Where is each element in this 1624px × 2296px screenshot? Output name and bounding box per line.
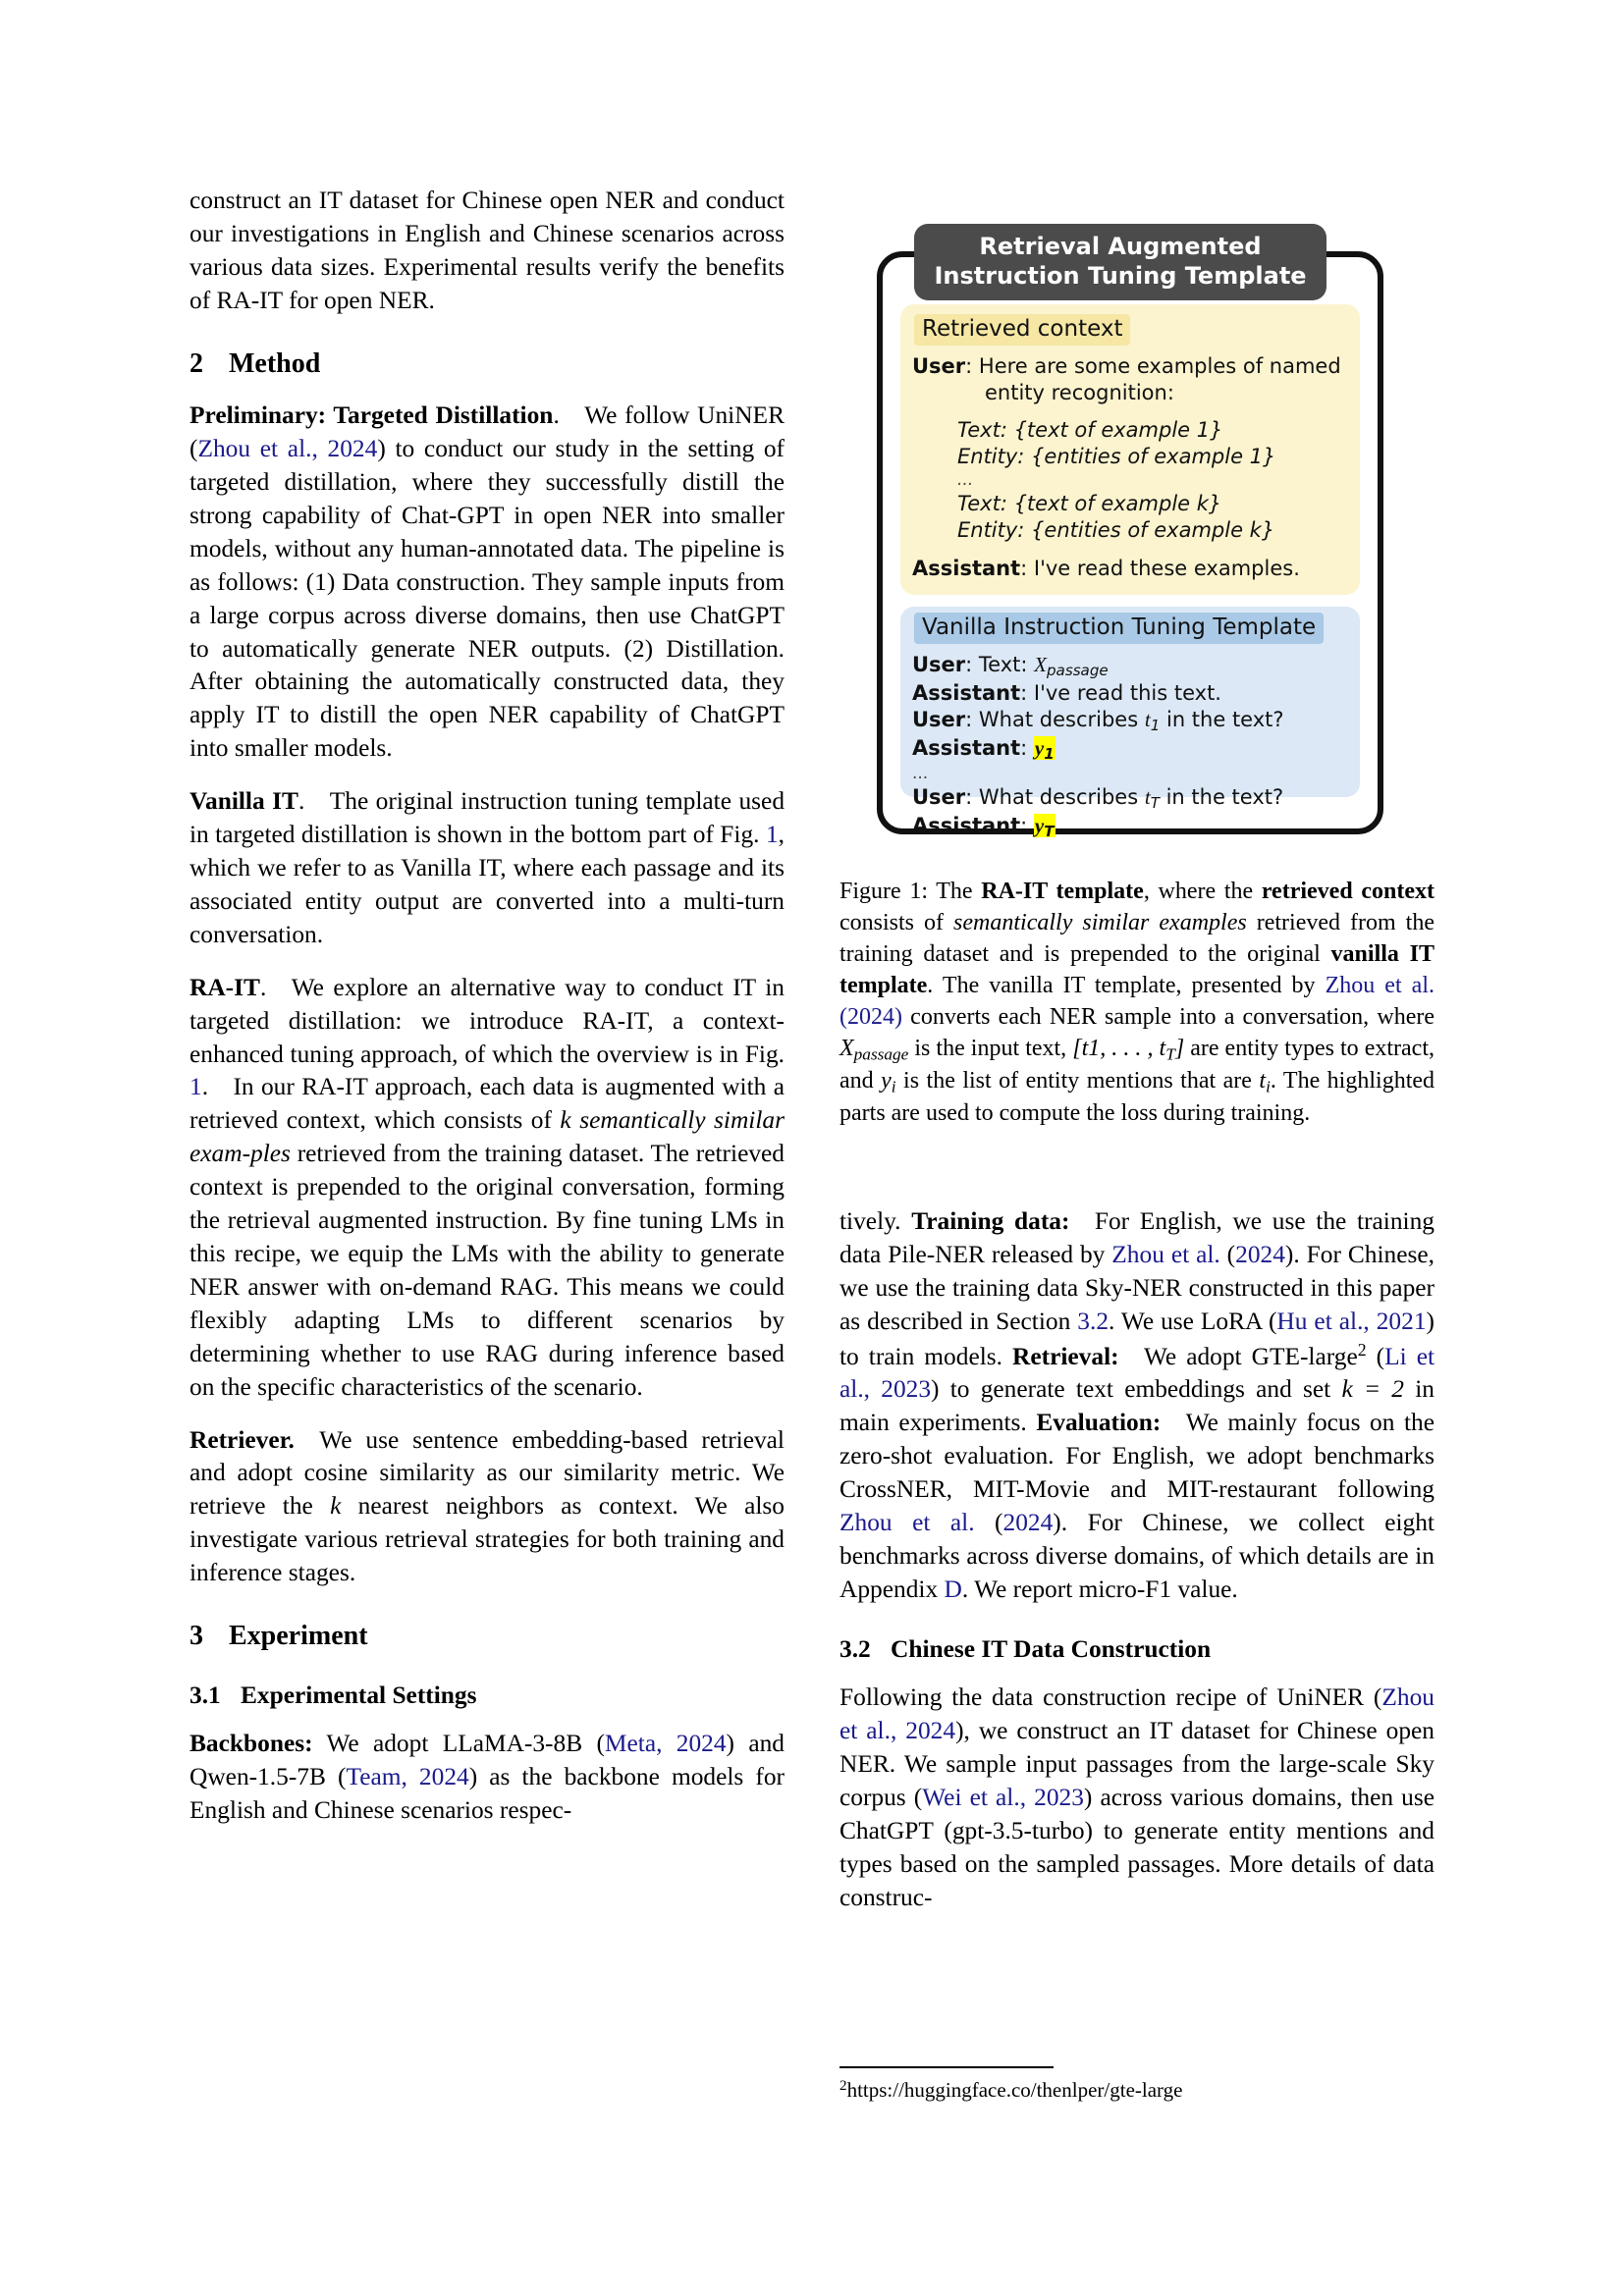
paragraph-lead-training-data: Training data: xyxy=(911,1207,1070,1235)
backbones-text-b: ) and Qwen-1.5-7B ( xyxy=(189,1730,785,1791)
citation-year-2024-b[interactable]: 2024 xyxy=(1002,1509,1054,1537)
caption-math-tlist: [t1, . . . , t xyxy=(1072,1035,1166,1061)
vanilla-it-panel xyxy=(900,607,1360,840)
math-t-sub: 1 xyxy=(1150,716,1161,734)
math-t: t xyxy=(1144,785,1151,810)
caption-bold-vanilla: vanilla IT template xyxy=(839,940,1435,998)
left-column xyxy=(189,185,785,1847)
preliminary-text-b: ) to conduct our study in the setting of targeted distillation, where they successfully distill the strong capability of Chat-GPT in open NER into smaller models, without any human-annotated data. The pipeline is as follows: (1) Data construction. They sample inputs from a large corpus across diverse domains, then use ChatGPT to automatically generate NER outputs. (2) Distillation. After obtaining the automatically constructed data, they apply IT to distill the open NER capability of ChatGPT into smaller models. xyxy=(189,435,785,763)
subsection-title: Experimental Settings xyxy=(241,1681,477,1709)
citation-li-2023[interactable]: Li et al., 2023 xyxy=(839,1342,1435,1404)
vanilla-text-a: The original instruction tuning template used in targeted distillation is shown in the bottom part of Fig. xyxy=(189,787,785,849)
training-data-paragraph xyxy=(839,1205,1435,1607)
footnote xyxy=(839,2077,1435,2104)
lead-punct: . xyxy=(259,973,267,1001)
math-k: k xyxy=(560,1106,571,1135)
chinese-construction-paragraph xyxy=(839,1682,1435,1914)
math-y-sub: T xyxy=(1044,823,1055,840)
blue-row-assistant-yT xyxy=(912,813,1348,841)
blue-row-assistant-y1 xyxy=(912,735,1348,764)
blue-row-2-sep: : What describes xyxy=(965,707,1145,731)
training-t8: ) to generate text embeddings and set xyxy=(931,1375,1342,1404)
footnote-number: 2 xyxy=(839,2078,847,2095)
caption-bold-retrieved-context: retrieved context xyxy=(1261,879,1435,904)
ra-it-punct: . xyxy=(201,1073,209,1101)
vanilla-it-badge: Vanilla Instruction Tuning Template xyxy=(914,613,1324,644)
vanilla-text-b: , which we refer to as Vanilla IT, where each passage and its associated entity output are converted into a multi-turn conversation. xyxy=(189,821,785,948)
footnote-divider xyxy=(839,2066,1054,2068)
role-assistant: Assistant xyxy=(912,556,1021,580)
retrieved-context-panel xyxy=(900,304,1360,595)
example-ellipsis: ... xyxy=(957,469,974,490)
ra-it-text-b: In our RA-IT approach, each data is augmented with a retrieved context, which consists of xyxy=(189,1073,785,1135)
paragraph-lead: Retriever. xyxy=(189,1425,295,1454)
math-y: y xyxy=(1034,814,1045,838)
caption-bold-ra-it: RA-IT template xyxy=(981,879,1144,904)
backbones-text-c: ) as the backbone models for English and Chinese scenarios respec- xyxy=(189,1763,785,1824)
yellow-assistant-text: : I've read these examples. xyxy=(1020,556,1300,580)
math-x-sub: passage xyxy=(1046,661,1109,679)
training-t5: ) to train models. xyxy=(839,1307,1435,1370)
blue-row-2-tail: in the text? xyxy=(1160,707,1284,731)
continued-word: tively. xyxy=(839,1207,912,1235)
example-line-text-1: Text: {text of example 1} xyxy=(957,418,1223,443)
training-t13: . We report micro-F1 value. xyxy=(961,1575,1238,1603)
math-k: k xyxy=(330,1492,342,1521)
caption-t5: . The vanilla IT template, presented by xyxy=(927,972,1326,998)
highlighted-answer-yT xyxy=(1034,814,1056,840)
blue-row-user-t1 xyxy=(912,707,1348,735)
training-t11: ( xyxy=(974,1509,1003,1537)
training-t6: We adopt GTE-large xyxy=(1143,1342,1358,1370)
training-t1: For English, we use the training data Pile-NER released by xyxy=(839,1207,1435,1268)
ra-it-text-c: retrieved from the training dataset. The retrieved context is prepended to the original conversation, forming the retrieval augmented instruction. By fine tuning LMs in this recipe, we equip the LMs with the ability to generate NER answer with on-demand RAG. This means we could flexibly adapting LMs to different scenarios by determining whether to use RAG during inference based on the specific characteristics of the scenario. xyxy=(189,1140,785,1401)
chinese-t2: ), we construct an IT dataset for Chinese open NER. We sample input passages from the large-scale Sky corpus ( xyxy=(839,1717,1435,1811)
right-column xyxy=(839,1205,1435,1935)
blue-row-5-tail: in the text? xyxy=(1159,785,1284,810)
yellow-user-line-2 xyxy=(912,380,1348,406)
role-user: User xyxy=(912,354,966,379)
caption-math-y-sub: i xyxy=(891,1077,896,1096)
caption-t3: consists of xyxy=(839,909,954,935)
citation-team-2024[interactable]: Team, 2024 xyxy=(346,1763,469,1791)
ra-it-italic: semantically similar exam-ples xyxy=(189,1106,785,1168)
figure-reference[interactable]: 1 xyxy=(189,1073,202,1101)
example-line-entity-k: Entity: {entities of example k} xyxy=(957,517,1275,542)
caption-t1: The xyxy=(928,879,982,904)
math-k-equals-2: k = 2 xyxy=(1341,1375,1405,1404)
paragraph-lead: Preliminary: Targeted Distillation xyxy=(189,401,554,430)
blue-row-1-sep: : I've read this text. xyxy=(1020,681,1221,706)
figure-caption xyxy=(839,877,1435,1130)
subsection-number: 3.1 xyxy=(189,1681,221,1709)
caption-t6: converts each NER sample into a conversation, where xyxy=(901,1003,1435,1030)
ra-it-paragraph xyxy=(189,972,785,1405)
training-t4: . We use LoRA ( xyxy=(1109,1307,1277,1335)
figure-title-badge xyxy=(914,224,1326,300)
caption-citation-zhou[interactable]: Zhou et al. (2024) xyxy=(839,972,1435,1030)
yellow-user-line-1 xyxy=(912,353,1348,380)
retriever-paragraph xyxy=(189,1424,785,1591)
subsection-title: Chinese IT Data Construction xyxy=(891,1634,1212,1663)
caption-t7: is the input text, xyxy=(908,1035,1073,1061)
footnote-url[interactable]: https://huggingface.co/thenlper/gte-large xyxy=(846,2078,1183,2102)
caption-math-tlist-close: ] xyxy=(1174,1035,1185,1061)
math-y-sub: 1 xyxy=(1044,744,1055,763)
yellow-assistant-line xyxy=(912,556,1348,582)
caption-math-t-sub: i xyxy=(1266,1077,1271,1096)
training-t9: in main experiments. xyxy=(839,1375,1435,1437)
intro-text: construct an IT dataset for Chinese open NER and conduct our investigations in English and Chinese scenarios across various data sizes. Experimental results verify the benefits of RA-IT for open NER. xyxy=(189,187,785,314)
role-assistant: Assistant xyxy=(912,735,1021,760)
caption-math-y: y xyxy=(881,1067,892,1094)
vanilla-it-paragraph xyxy=(189,785,785,952)
training-t2: ( xyxy=(1219,1240,1236,1268)
role-assistant: Assistant xyxy=(912,814,1021,838)
lead-punct: . xyxy=(298,787,305,816)
chinese-t1: Following the data construction recipe of UniNER ( xyxy=(839,1683,1382,1712)
paragraph-lead: Backbones: xyxy=(189,1730,313,1758)
citation-meta-2024[interactable]: Meta, 2024 xyxy=(604,1730,727,1758)
blue-row-user-passage xyxy=(912,652,1348,680)
section-title: Experiment xyxy=(229,1621,368,1652)
section-heading-experiment xyxy=(189,1620,785,1653)
citation-wei-2023[interactable]: Wei et al., 2023 xyxy=(922,1783,1084,1811)
section-title: Method xyxy=(229,347,321,379)
subsection-heading-experimental-settings xyxy=(189,1681,785,1710)
training-t10: We mainly focus on the zero-shot evaluation. For English, we adopt benchmarks CrossNER, MIT-Movie and MIT-restaurant following xyxy=(839,1409,1435,1504)
section-number: 2 xyxy=(189,347,203,379)
caption-t9: is the list of entity mentions that are xyxy=(895,1067,1260,1094)
training-t7: ( xyxy=(1366,1342,1385,1370)
blue-row-0-sep: : Text: xyxy=(965,653,1035,677)
paragraph-lead-evaluation: Evaluation: xyxy=(1036,1409,1162,1437)
citation-hu-2021[interactable]: Hu et al., 2021 xyxy=(1276,1307,1427,1335)
subsection-heading-chinese-it xyxy=(839,1634,1435,1664)
blue-row-6-sep: : xyxy=(1020,814,1034,838)
appendix-reference-d[interactable]: D xyxy=(944,1575,962,1603)
section-heading-method xyxy=(189,347,785,381)
role-user: User xyxy=(912,707,966,731)
subsection-number: 3.2 xyxy=(839,1634,871,1663)
caption-label: Figure 1: xyxy=(839,879,929,904)
role-user: User xyxy=(912,653,966,677)
caption-math-x: X xyxy=(839,1035,854,1061)
caption-math-tlist-sub: T xyxy=(1165,1043,1175,1063)
blue-row-3-sep: : xyxy=(1020,735,1034,760)
math-t-sub: T xyxy=(1150,794,1160,813)
training-t12: ). For Chinese, we collect eight benchmarks across diverse domains, of which details are in Appendix xyxy=(839,1509,1435,1603)
math-y: y xyxy=(1034,735,1045,760)
chinese-t3: ) across various domains, then use ChatGPT (gpt-3.5-turbo) to generate entity mentions and types based on the sampled passages. More details of data construc- xyxy=(839,1783,1435,1911)
ra-it-text-a: We explore an alternative way to conduct IT in targeted distillation: we introduce RA-IT, a context-enhanced tuning approach, of which the overview is in Fig. xyxy=(189,973,785,1068)
footnote-marker[interactable]: 2 xyxy=(1357,1339,1367,1360)
training-t3: ). For Chinese, we use the training data Sky-NER constructed in this paper as described in Section xyxy=(839,1240,1435,1335)
figure-title-line-2: Instruction Tuning Template xyxy=(934,262,1307,290)
blue-row-user-tT xyxy=(912,784,1348,813)
paragraph-lead: Vanilla IT xyxy=(189,787,298,816)
caption-math-t: t xyxy=(1259,1067,1267,1094)
citation-zhou-et-al[interactable]: Zhou et al. xyxy=(1111,1240,1220,1268)
yellow-user-text-2: entity recognition: xyxy=(985,380,1174,404)
math-x: X xyxy=(1034,653,1047,677)
retriever-text-b: nearest neighbors as context. We also investigate various retrieval strategies for both training and inference stages. xyxy=(189,1492,785,1587)
figure-title-line-1: Retrieval Augmented xyxy=(979,233,1262,260)
section-reference-32[interactable]: 3.2 xyxy=(1077,1307,1110,1335)
highlighted-answer-y1 xyxy=(1034,735,1056,763)
citation-year-2024[interactable]: 2024 xyxy=(1235,1240,1285,1268)
section-number: 3 xyxy=(189,1621,203,1652)
blue-row-ellipsis: ... xyxy=(912,763,929,783)
paragraph-lead-retrieval: Retrieval: xyxy=(1012,1342,1119,1370)
blue-row-assistant-read xyxy=(912,680,1348,707)
caption-math-x-sub: passage xyxy=(853,1043,909,1063)
role-user: User xyxy=(912,785,966,810)
caption-t8: are entity types to extract, and xyxy=(839,1035,1435,1094)
backbones-paragraph xyxy=(189,1728,785,1828)
blue-row-5-sep: : What describes xyxy=(965,785,1145,810)
preliminary-text-a: We follow UniNER ( xyxy=(189,401,785,463)
caption-t10: . The highlighted parts are used to compute the loss during training. xyxy=(839,1067,1435,1127)
paragraph-lead: RA-IT xyxy=(189,973,260,1001)
yellow-user-text-1: : Here are some examples of named xyxy=(965,354,1341,379)
caption-t4: retrieved from the training dataset and is prepended to the original xyxy=(839,909,1435,967)
caption-t2: , where the xyxy=(1143,879,1262,904)
figure-reference[interactable]: 1 xyxy=(765,821,779,849)
intro-paragraph xyxy=(189,185,785,318)
math-t: t xyxy=(1144,707,1151,731)
retriever-text-a: We use sentence embedding-based retrieval and adopt cosine similarity as our similarity metric. We retrieve the xyxy=(189,1425,785,1521)
retrieved-context-badge: Retrieved context xyxy=(914,314,1130,346)
example-line-text-k: Text: {text of example k} xyxy=(957,492,1222,516)
citation-zhou-et-al-2[interactable]: Zhou et al. xyxy=(839,1509,975,1537)
preliminary-paragraph xyxy=(189,400,785,766)
backbones-text-a: We adopt LLaMA-3-8B ( xyxy=(312,1730,605,1758)
citation-zhou-2024[interactable]: Zhou et al., 2024 xyxy=(197,435,378,463)
citation-zhou-2024-c[interactable]: Zhou et al., 2024 xyxy=(839,1683,1435,1745)
figure-1-diagram xyxy=(877,224,1387,842)
lead-punct: . xyxy=(553,401,560,430)
role-assistant: Assistant xyxy=(912,681,1021,706)
caption-italic-phrase: semantically similar examples xyxy=(953,909,1247,935)
example-line-entity-1: Entity: {entities of example 1} xyxy=(957,445,1276,469)
